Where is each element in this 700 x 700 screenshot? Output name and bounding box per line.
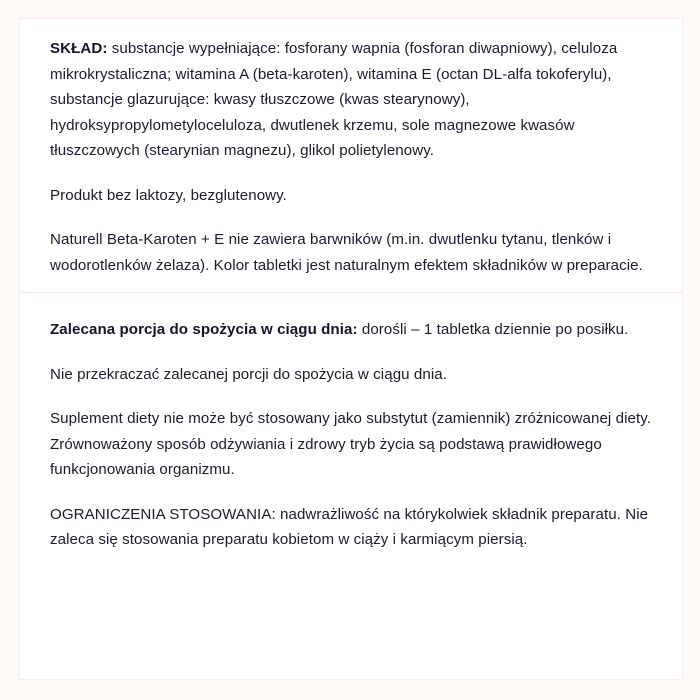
usage-section (20, 293, 682, 573)
no-colourants-note: Naturell Beta-Karoten + E nie zawiera barwników (m.in. dwutlenku tytanu, tlenków i wodorotlenków żelaza). Kolor tabletki jest naturalnym efektem składników w preparacie. (50, 231, 643, 274)
dosage-paragraph (50, 317, 652, 343)
restrictions-text: nadwrażliwość na którykolwiek składnik preparatu. Nie zaleca się stosowania preparatu kobietom w ciąży i karmiącym piersią. (50, 505, 649, 548)
restrictions-label: OGRANICZENIA STOSOWANIA: (50, 505, 276, 523)
ingredients-label: SKŁAD: (50, 40, 108, 57)
restrictions-paragraph (50, 502, 652, 553)
ingredients-paragraph (50, 36, 652, 164)
product-info-card (19, 18, 683, 680)
dosage-label: Zalecana porcja do spożycia w ciągu dnia: (50, 321, 358, 338)
supplement-disclaimer: Suplement diety nie może być stosowany jako substytut (zamiennik) zróżnicowanej diety. Zrównoważony sposób odżywiania i zdrowy tryb życia są podstawą prawidłowego funkcjonowania organizmu. (50, 410, 652, 478)
lactose-gluten-free-note: Produkt bez laktozy, bezglutenowy. (50, 186, 287, 204)
do-not-exceed-note: Nie przekraczać zalecanej porcji do spożycia w ciągu dnia. (50, 365, 448, 383)
ingredients-text: substancje wypełniające: fosforany wapnia (fosforan diwapniowy), celuloza mikrokrystaliczna; witamina A (beta-karoten), witamina E (octan DL-alfa tokoferylu), substancje glazurujące: kwasy tłuszczowe (kwas stearynowy), hydroksypropylometyloceluloza, dwutlenek krzemu, sole magnezowe kwasów tłuszczowych (stearynian magnezu), glikol polietylenowy. (50, 40, 618, 159)
ingredients-section (20, 19, 682, 292)
dosage-text: dorośli – 1 tabletka dziennie po posiłku. (357, 321, 629, 338)
